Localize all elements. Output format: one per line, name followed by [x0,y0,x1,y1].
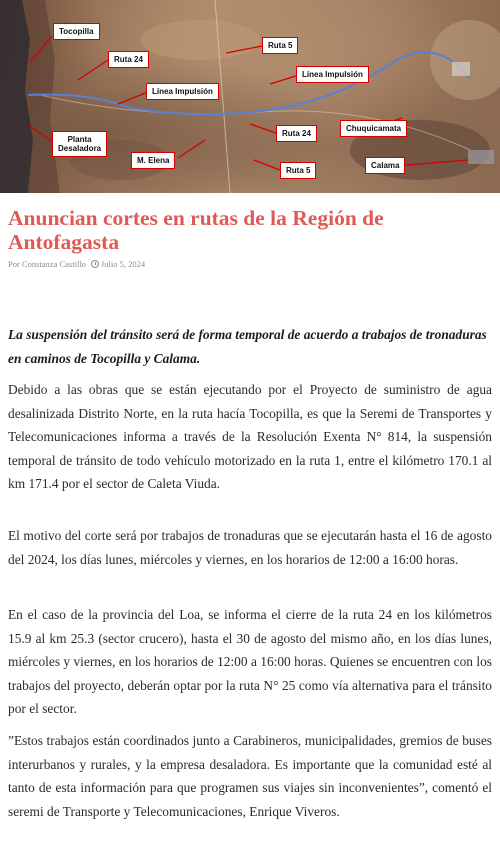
map-label-m-elena: M. Elena [131,152,175,169]
map-label-chuquicamata: Chuquicamata [340,120,407,137]
map-label-tocopilla: Tocopilla [53,23,100,40]
article-lead: La suspensión del tránsito será de forma temporal de acuerdo a trabajos de tronaduras en caminos de Tocopilla y Calama. [8,327,487,366]
map-label-linea-impulsion-mid: Línea Impulsión [146,83,219,100]
map-label-ruta5-bottom: Ruta 5 [280,162,316,179]
map-label-calama: Calama [365,157,405,174]
article-meta [8,259,145,269]
article-author[interactable]: Por Constanza Castillo [8,259,86,269]
article-date: Julio 5, 2024 [100,259,146,269]
article-paragraph: El motivo del corte será por trabajos de tronaduras que se ejecutarán hasta el 16 de agosto del 2024, los días lunes, miércoles y viernes, en los horarios de 12:00 a 16:00 horas. [8,528,492,567]
route-map-image [0,0,500,193]
article-title: Anuncian cortes en rutas de la Región de Antofagasta [8,206,384,254]
article-paragraph: En el caso de la provincia del Loa, se informa el cierre de la ruta 24 en los kilómetros 15.9 al km 25.3 (sector crucero), hasta el 30 de agosto del mismo año, en los días lunes, miércoles y viernes, en los horarios de 12:00 a 16:00 horas. Quienes se encuentren con los trabajos del proyecto, deberán optar por la ruta N° 25 como vía alternativa para el tránsito por el sector. [8,607,492,716]
map-label-planta-line2: Desaladora [58,144,102,154]
clock-icon [91,260,99,268]
article-paragraph: Debido a las obras que se están ejecutando por el Proyecto de suministro de agua desalinizada Distrito Norte, en la ruta hacía Tocopilla, es que la Seremi de Transportes y Telecomunicaciones informa a través de la Resolución Exenta N° 814, la suspensión temporal de tránsito de todo vehículo motorizado en la ruta 1, entre el kilómetro 170.1 al km 171.4 por el sector de Caleta Viuda. [8,382,492,491]
map-label-ruta5-top: Ruta 5 [262,37,298,54]
map-label-ruta24-bottom: Ruta 24 [276,125,317,142]
map-label-planta-desaladora [52,131,107,157]
map-label-planta-line1: Planta [67,135,92,144]
article-paragraph: ”Estos trabajos están coordinados junto a Carabineros, municipalidades, gremios de buses interurbanos y rurales, y la empresa desaladora. Es importante que la comunidad esté al tanto de esta información para que programen sus viajes sin inconvenientes”, comentó el seremi de Transporte y Telecomunicaciones, Enrique Viveros. [8,733,492,819]
map-label-ruta24-top: Ruta 24 [108,51,149,68]
map-label-linea-impulsion-right: Línea Impulsión [296,66,369,83]
